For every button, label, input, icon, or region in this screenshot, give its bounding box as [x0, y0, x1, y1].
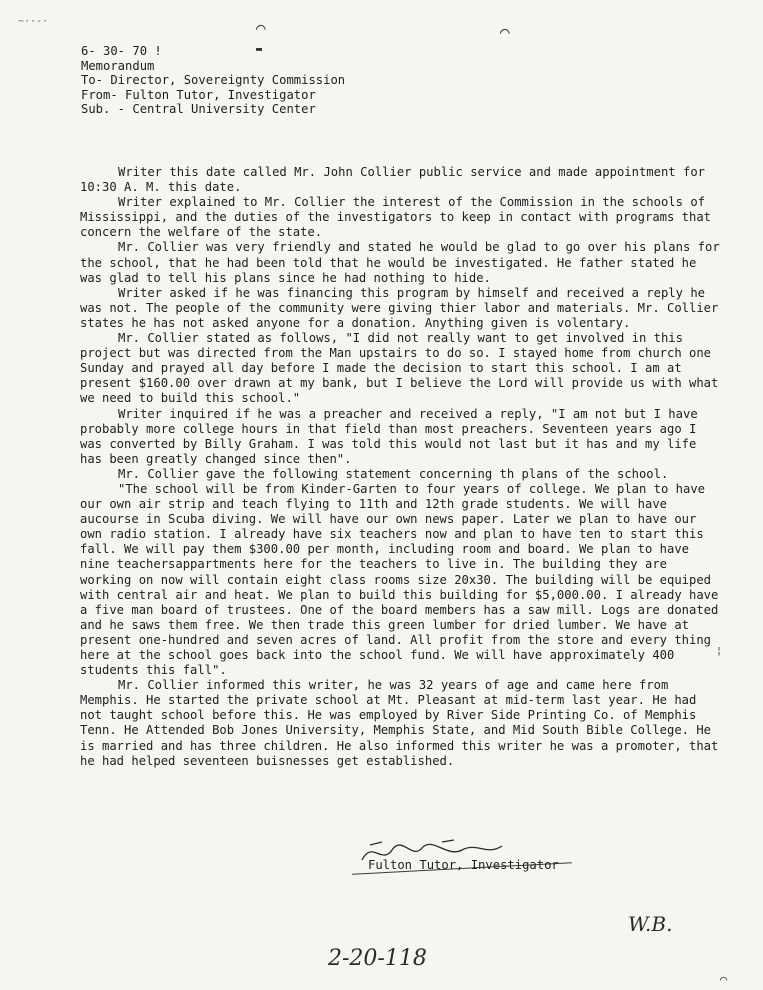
memo-type: Memorandum: [81, 58, 155, 73]
paragraph: Writer inquired if he was a preacher and received a reply, "I am not but I have probably more college hours in that field than most preachers. Seventeen years ago I was converted by Billy Graham. I was told this would not last but it has and my life has been greatly changed since then".: [80, 406, 698, 466]
paragraph: Mr. Collier was very friendly and stated he would be glad to go over his plans for the school, that he had been told that he would be investigated. He father stated he was glad to tell his plans since he had nothing to hide.: [80, 240, 720, 285]
stray-mark: ¦: [716, 646, 723, 657]
paragraph: Mr. Collier informed this writer, he was 32 years of age and came here from Memphis. He started the private school at Mt. Pleasant at mid-term last year. He had not taught school before this. He was employed by River Side Printing Co. of Memphis Tenn. He Attended Bob Jones University, Memphis State, and Mid South Bible College. He is married and has three children. He also informed this writer he was a promoter, that he had helped seventeen buisnesses get established.: [80, 678, 719, 768]
memo-date: 6- 30- 70 !: [81, 44, 162, 58]
handwritten-initials: W.B.: [628, 912, 673, 936]
paragraph: Writer this date called Mr. John Collier public service and made appointment for 10:30 A. M. this date.: [80, 165, 705, 195]
memo-subject: Sub. - Central University Center: [81, 102, 316, 117]
paragraph: "The school will be from Kinder-Garten to four years of college. We plan to have our own air strip and teach flying to 11th and 12th grade students. We will have aucourse in Scuba diving. We will have our own news paper. Later we plan to have our own radio station. I already have six teachers now and plan to have ten to start this fall. We will pay them $300.00 per month, including room and board. We plan to have nine teachersappartments here for the teachers to live in. The building they are working on now will contain eight class rooms size 20x30. The building will be equiped with central air and heat. We plan to build this building for $5,000.00. I already have a five man board of trustees. One of the board members has a saw mill. Logs are donated and he saws them free. We then trade this green lumber for dried lumber. We have at present one-hundred and seven acres of land. All profit from the store and every thing here at the school goes back into the school fund. We will have approximately 400 students this fall".: [80, 481, 719, 678]
top-tick-right: ⌒: [500, 22, 510, 41]
memo-body: [80, 165, 723, 769]
top-tick-left: ⌒: [256, 18, 266, 37]
paragraph: Writer explained to Mr. Collier the interest of the Commission in the schools of Mississippi, and the duties of the investigators to keep in contact with programs that concern the welfare of the state.: [80, 195, 712, 240]
signature-name: Fulton Tutor, Investigator: [368, 858, 559, 872]
paragraph: Writer asked if he was financing this program by himself and received a reply he was not. The people of the community were giving thier labor and materials. Mr. Collier states he has not asked anyone for a donation. Anything given is volentary.: [80, 285, 719, 330]
handwritten-number: 2-20-118: [328, 946, 427, 971]
signature-block: [352, 830, 572, 890]
memo-header: [81, 44, 345, 117]
memo-to: To- Director, Sovereignty Commission: [81, 73, 346, 88]
memo-from: From- Fulton Tutor, Investigator: [81, 87, 316, 102]
corner-curl: ⌒: [720, 972, 728, 986]
dash-mark: ▬: [256, 44, 263, 55]
corner-smudge: ~··-·: [18, 16, 49, 27]
paragraph: Mr. Collier gave the following statement concerning th plans of the school.: [118, 466, 669, 481]
paragraph: Mr. Collier stated as follows, "I did not really want to get involved in this project but was directed from the Man upstairs to do so. I stayed home from church one Sunday and prayed all day before I made the decision to start this school. I am at present $160.00 over drawn at my bank, but I believe the Lord will provide us with what we need to build this school.": [80, 331, 719, 406]
